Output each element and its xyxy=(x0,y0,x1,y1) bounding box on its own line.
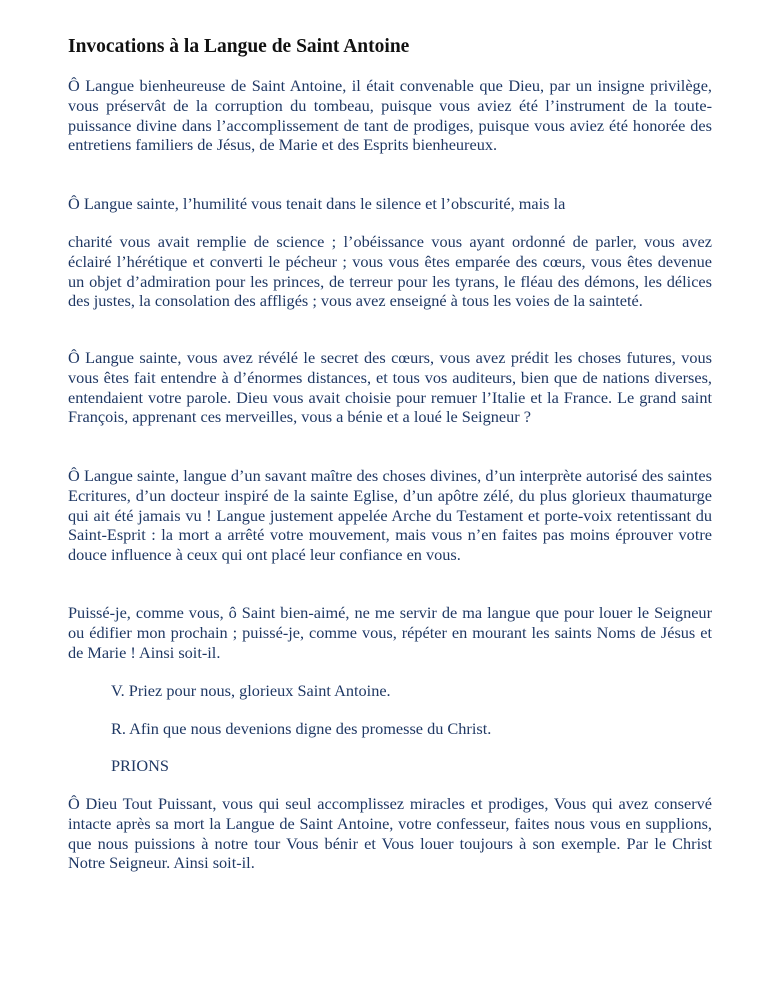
paragraph-1: Ô Langue bienheureuse de Saint Antoine, il était convenable que Dieu, par un insigne privilège, vous préservât de la corruption du tombeau, puisque vous aviez été l’instrument de la toute-puissance divine dans l’accomplissement de tant de prodiges, puisque vous aviez été honorée des entretiens familiers de Jésus, de Marie et des Esprits bienheureux. xyxy=(68,76,712,155)
paragraph-6: Puissé-je, comme vous, ô Saint bien-aimé, ne me servir de ma langue que pour louer le Seigneur ou édifier mon prochain ; puissé-je, comme vous, répéter en mourant les saints Noms de Jésus et de Marie ! Ainsi soit-il. xyxy=(68,603,712,662)
paragraph-2: Ô Langue sainte, l’humilité vous tenait dans le silence et l’obscurité, mais la xyxy=(68,194,566,213)
prayer-paragraph: Ô Dieu Tout Puissant, vous qui seul accomplissez miracles et prodiges, Vous qui avez conservé intacte après sa mort la Langue de Saint Antoine, votre confesseur, faites nous vous en supplions, que nous puissions à notre tour Vous bénir et Vous louer toujours à son exemple. Par le Christ Notre Seigneur. Ainsi soit-il. xyxy=(68,794,712,873)
document-title: Invocations à la Langue de Saint Antoine xyxy=(68,36,410,57)
prayer-heading: PRIONS xyxy=(111,756,169,775)
versicle: V. Priez pour nous, glorieux Saint Antoine. xyxy=(111,681,391,700)
response: R. Afin que nous devenions digne des promesse du Christ. xyxy=(111,719,492,738)
paragraph-3: charité vous avait remplie de science ; l’obéissance vous ayant ordonné de parler, vous avez éclairé l’hérétique et converti le pécheur ; vous vous êtes emparée des cœurs, vous êtes devenue un objet d’admiration pour les princes, de terreur pour les tyrans, le fléau des démons, les délices des justes, la consolation des affligés ; vous avez enseigné à tous les voies de la sainteté. xyxy=(68,232,712,311)
paragraph-4: Ô Langue sainte, vous avez révélé le secret des cœurs, vous avez prédit les choses futures, vous vous êtes fait entendre à d’énormes distances, et tous vos auditeurs, bien que de nations diverses, entendaient votre parole. Dieu vous avait choisie pour remuer l’Italie et la France. Le grand saint François, apprenant ces merveilles, vous a bénie et a loué le Seigneur ? xyxy=(68,348,712,427)
paragraph-5: Ô Langue sainte, langue d’un savant maître des choses divines, d’un interprète autorisé des saintes Ecritures, d’un docteur inspiré de la sainte Eglise, d’un apôtre zélé, du plus glorieux thaumaturge qui ait été jamais vu ! Langue justement appelée Arche du Testament et porte-voix retentissant du Saint-Esprit : la mort a arrêté votre mouvement, mais vous n’en faites pas moins éprouver votre douce influence à ceux qui ont placé leur confiance en vous. xyxy=(68,466,712,565)
